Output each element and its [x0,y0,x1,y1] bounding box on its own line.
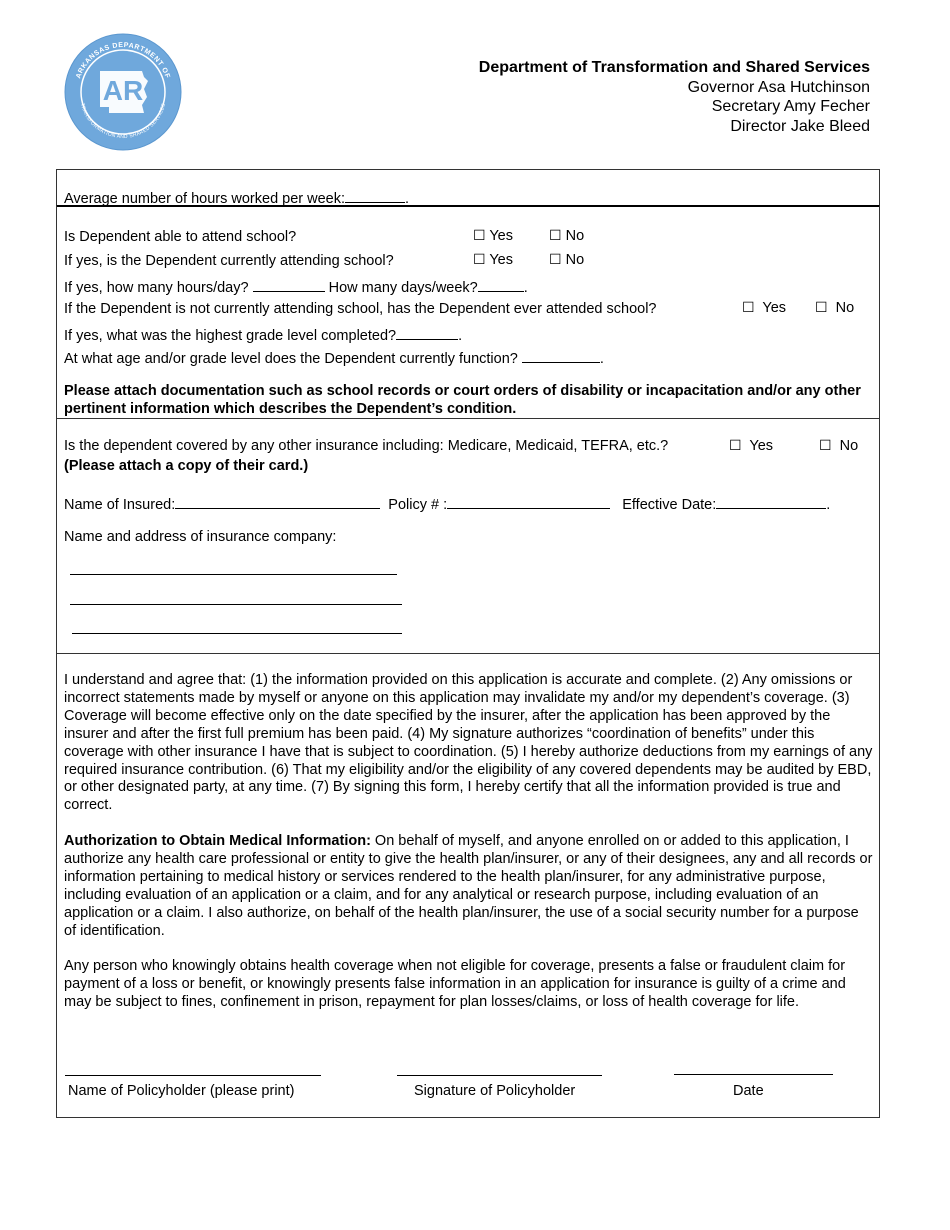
checkbox-icon[interactable]: ☐ [819,438,832,454]
checkbox-icon[interactable]: ☐ [729,438,742,454]
agreement-paragraph: I understand and agree that: (1) the information provided on this application is accurate and complete. (2) Any omissions or incorrect statements made by myself or anyone on this application may invalidate my and/or my dependent’s coverage. (3) Coverage will become effective only on the date specified by the insurer, after the application has been approved by the insurer and after the first full premium has been paid. (4) My signature authorizes “coordination of benefits” under this coverage with other insurance I have that is subject to coordination. (5) I hereby authorize deductions from my earnings of any required insurance contribution. (6) That my eligibility and/or the eligibility of any covered dependents may be audited by EBD, or other designated party, at any time. (7) By signing this form, I hereby certify that all the information provided is true and correct. [64,672,873,814]
checkbox-icon[interactable]: ☐ [473,252,486,268]
checkbox-icon[interactable]: ☐ [473,228,486,244]
checkbox-icon[interactable]: ☐ [549,252,562,268]
highest-grade-field[interactable] [396,325,458,340]
date-label: Date [733,1083,764,1099]
days-per-week-field[interactable] [478,277,524,292]
department-name: Department of Transformation and Shared Services [478,59,870,76]
attend-able-yes-option[interactable] [473,228,513,244]
governor-name: Governor Asa Hutchinson [687,78,870,96]
no-label: No [565,252,585,268]
q-highest-grade: If yes, what was the highest grade level completed? [64,328,397,344]
period: . [599,351,604,367]
logo-monogram: AR [102,75,144,106]
q-ever-attended: If the Dependent is not currently attending school, has the Dependent ever attended school? [64,301,657,317]
yes-label: Yes [749,438,774,454]
period: . [826,497,831,513]
checkbox-icon[interactable]: ☐ [549,228,562,244]
function-level-row [64,348,604,367]
other-insurance-yes-option[interactable] [729,438,773,454]
policy-label: Policy # : [388,497,448,513]
effective-date-label: Effective Date: [622,497,717,513]
fraud-warning-paragraph: Any person who knowingly obtains health coverage when not eligible for coverage, presents a false or fraudulent claim for payment of a loss or benefit, or knowingly presents false information in an application for insurance is guilty of a crime and may be subject to fines, confinement in prison, repayment for plan losses/claims, or loss of health coverage for life. [64,958,846,1010]
function-level-field[interactable] [522,348,600,363]
agency-seal-logo [64,33,182,151]
no-label: No [835,300,855,316]
authorization-paragraph [64,833,874,940]
attending-yes-option[interactable] [473,252,513,268]
highest-grade-row [64,325,462,344]
documentation-notice: Please attach documentation such as school records or court orders of disability or incapacitation and/or any other pertinent information which describes the Dependent’s condition. [64,383,861,417]
attending-no-option[interactable] [549,252,584,268]
attend-able-no-option[interactable] [549,228,584,244]
no-label: No [839,438,859,454]
q-attending: If yes, is the Dependent currently attending school? [64,253,394,269]
policyholder-name-line[interactable] [65,1075,321,1076]
yes-label: Yes [762,300,787,316]
hours-field[interactable] [345,188,405,203]
attach-card-note: (Please attach a copy of their card.) [64,458,309,474]
q-function-level: At what age and/or grade level does the Dependent currently function? [64,351,518,367]
q-days-week: How many days/week? [328,280,478,296]
hours-row [64,188,409,207]
logo-text-top: ARKANSAS DEPARTMENT OF [75,41,171,80]
q-other-insurance: Is the dependent covered by any other insurance including: Medicare, Medicaid, TEFRA, etc.? [64,438,669,454]
yes-label: Yes [489,252,513,268]
company-label: Name and address of insurance company: [64,529,337,545]
policyholder-name-label: Name of Policyholder (please print) [68,1083,295,1099]
policyholder-signature-line[interactable] [397,1075,602,1076]
yes-label: Yes [489,228,513,244]
company-address-line-1[interactable] [70,574,397,575]
q-attend-able: Is Dependent able to attend school? [64,229,297,245]
director-name: Director Jake Bleed [730,117,870,135]
no-label: No [565,228,585,244]
checkbox-icon[interactable]: ☐ [815,300,828,316]
hours-label: Average number of hours worked per week: [64,191,346,207]
q-hours-day: If yes, how many hours/day? [64,280,249,296]
authorization-heading: Authorization to Obtain Medical Information: [64,833,371,849]
letterhead [479,58,870,136]
name-insured-field[interactable] [175,494,380,509]
checkbox-icon[interactable]: ☐ [742,300,755,316]
other-insurance-no-option[interactable] [819,438,858,454]
hours-period: . [405,191,410,207]
insured-row [64,494,830,513]
effective-date-field[interactable] [716,494,826,509]
logo-text-bottom: TRANSFORMATION AND SHARED SERVICES [78,102,168,141]
hours-days-row [64,277,528,296]
hours-per-day-field[interactable] [253,277,325,292]
company-address-line-2[interactable] [70,604,402,605]
signature-label: Signature of Policyholder [414,1083,576,1099]
period: . [523,280,528,296]
date-line[interactable] [674,1074,833,1075]
ever-attended-yes-option[interactable] [742,300,786,316]
name-insured-label: Name of Insured: [64,497,176,513]
ever-attended-no-option[interactable] [815,300,854,316]
policy-number-field[interactable] [447,494,610,509]
authorization-text: On behalf of myself, and anyone enrolled on or added to this application, I authorize any health care professional or entity to give the health plan/insurer, or any of their designees, any and all records or information pertaining to medical history or services rendered to the health plan/insurer, for any administrative purpose, including evaluation of an application or a claim, and for any analytical or research purpose, including evaluation of an application or a claim. I also authorize, on behalf of the health plan/insurer, the use of a social security number for a purpose of identification. [64,833,873,939]
secretary-name: Secretary Amy Fecher [711,98,870,115]
period: . [458,328,463,344]
company-address-line-3[interactable] [72,633,402,634]
